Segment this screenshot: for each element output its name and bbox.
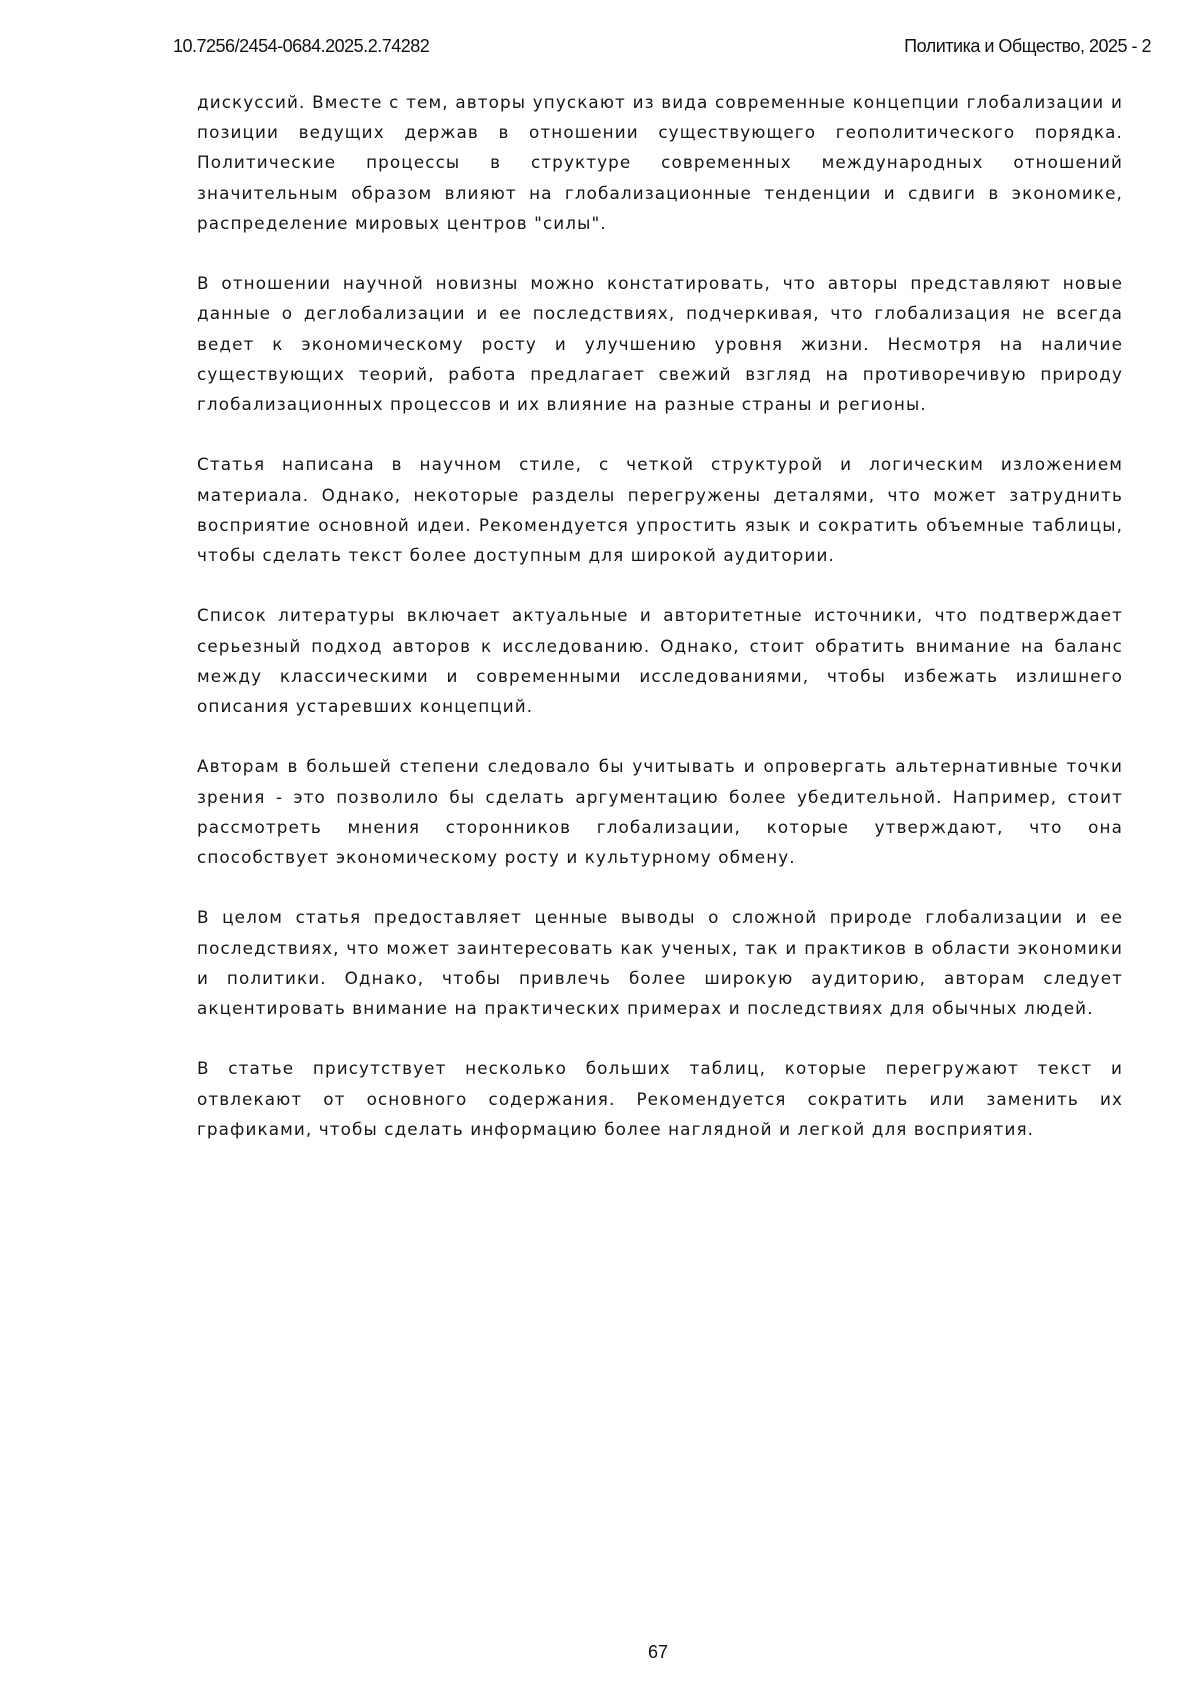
page-header: [173, 36, 1151, 60]
paragraph-3: Статья написана в научном стиле, с четкой структурой и логическим изложением материала. Однако, некоторые разделы перегружены деталями, что может затруднить восприятие основной идеи. Рекомендуется упростить язык и сократить объемные таблицы, чтобы сделать текст более доступным для широкой аудитории.: [197, 454, 1123, 566]
paragraph-5: Авторам в большей степени следовало бы учитывать и опровергать альтернативные точки зрения - это позволило бы сделать аргументацию более убедительной. Например, стоит рассмотреть мнения сторонников глобализации, которые утверждают, что она способствует экономическому росту и культурному обмену.: [197, 756, 1123, 868]
journal-title: Политика и Общество, 2025 - 2: [904, 36, 1151, 56]
paragraph-7: В статье присутствует несколько больших таблиц, которые перегружают текст и отвлекают от основного содержания. Рекомендуется сократить или заменить их графиками, чтобы сделать информацию более наглядной и легкой для восприятия.: [197, 1058, 1123, 1139]
doi-text: 10.7256/2454-0684.2025.2.74282: [173, 36, 430, 56]
page-number: 67: [647, 1642, 669, 1662]
paragraph-6: В целом статья предоставляет ценные выводы о сложной природе глобализации и ее последствиях, что может заинтересовать как ученых, так и практиков в области экономики и политики. Однако, чтобы привлечь более широкую аудиторию, авторам следует акцентировать внимание на практических примерах и последствиях для обычных людей.: [197, 907, 1123, 1019]
paragraph-4: Список литературы включает актуальные и авторитетные источники, что подтверждает серьезный подход авторов к исследованию. Однако, стоит обратить внимание на баланс между классическими и современными исследованиями, чтобы избежать излишнего описания устаревших концепций.: [197, 605, 1123, 717]
article-body: [197, 87, 1123, 1174]
paragraph-2: В отношении научной новизны можно констатировать, что авторы представляют новые данные о деглобализации и ее последствиях, подчеркивая, что глобализация не всегда ведет к экономическому росту и улучшению уровня жизни. Несмотря на наличие существующих теорий, работа предлагает свежий взгляд на противоречивую природу глобализационных процессов и их влияние на разные страны и регионы.: [197, 273, 1123, 415]
paragraph-1: дискуссий. Вместе с тем, авторы упускают из вида современные концепции глобализации и позиции ведущих держав в отношении существующего геополитического порядка. Политические процессы в структуре современных международных отношений значительным образом влияют на глобализационные тенденции и сдвиги в экономике, распределение мировых центров "силы".: [197, 92, 1123, 233]
